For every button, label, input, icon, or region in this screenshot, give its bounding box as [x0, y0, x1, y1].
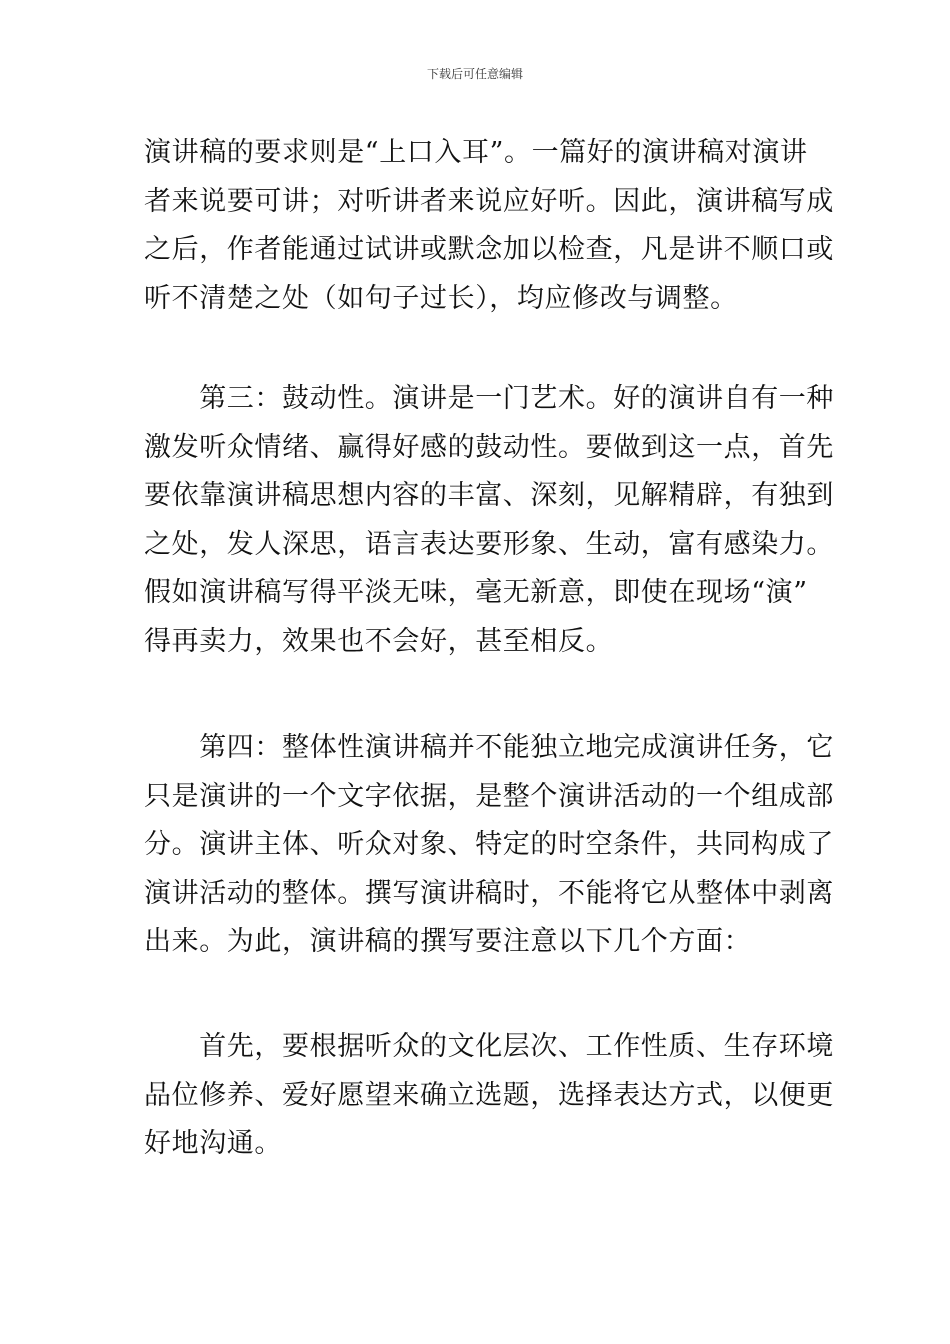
text-line: 第三：鼓动性。演讲是一门艺术。好的演讲自有一种 [144, 383, 834, 414]
text-line: 激发听众情绪、赢得好感的鼓动性。要做到这一点，首先 [144, 431, 834, 463]
paragraph-fourth-point [144, 724, 834, 967]
text-line: 假如演讲稿写得平淡无味，毫无新意，即使在现场“演” [144, 577, 808, 608]
paragraph-first-aspect [144, 1023, 834, 1169]
text-line: 听不清楚之处（如句子过长），均应修改与调整。 [144, 282, 738, 314]
text-line: 演讲活动的整体。撰写演讲稿时，不能将它从整体中剥离 [144, 877, 834, 909]
text-line: 之处，发人深思，语言表达要形象、生动，富有感染力。 [144, 528, 834, 560]
text-line: 第四：整体性演讲稿并不能独立地完成演讲任务，它 [144, 732, 834, 763]
text-line: 要依靠演讲稿思想内容的丰富、深刻，见解精辟，有独到 [144, 480, 834, 511]
text-line: 者来说要可讲；对听讲者来说应好听。因此，演讲稿写成 [144, 185, 834, 217]
text-line: 演讲稿的要求则是“上口入耳”。一篇好的演讲稿对演讲 [144, 137, 808, 168]
text-line: 品位修养、爱好愿望来确立选题，选择表达方式，以便更 [144, 1079, 834, 1111]
paragraph-third-point [144, 375, 834, 666]
text-line: 好地沟通。 [144, 1128, 282, 1159]
text-line: 只是演讲的一个文字依据，是整个演讲活动的一个组成部 [144, 780, 834, 812]
text-line: 得再卖力，效果也不会好，甚至相反。 [144, 625, 614, 657]
text-line: 之后，作者能通过试讲或默念加以检查，凡是讲不顺口或 [144, 234, 834, 265]
header-note: 下载后可任意编辑 [426, 67, 523, 81]
text-line: 出来。为此，演讲稿的撰写要注意以下几个方面： [144, 926, 752, 957]
paragraph-speech-requirements [144, 129, 834, 323]
text-line: 首先，要根据听众的文化层次、工作性质、生存环境 [144, 1031, 834, 1062]
text-line: 分。演讲主体、听众对象、特定的时空条件，共同构成了 [144, 829, 834, 860]
